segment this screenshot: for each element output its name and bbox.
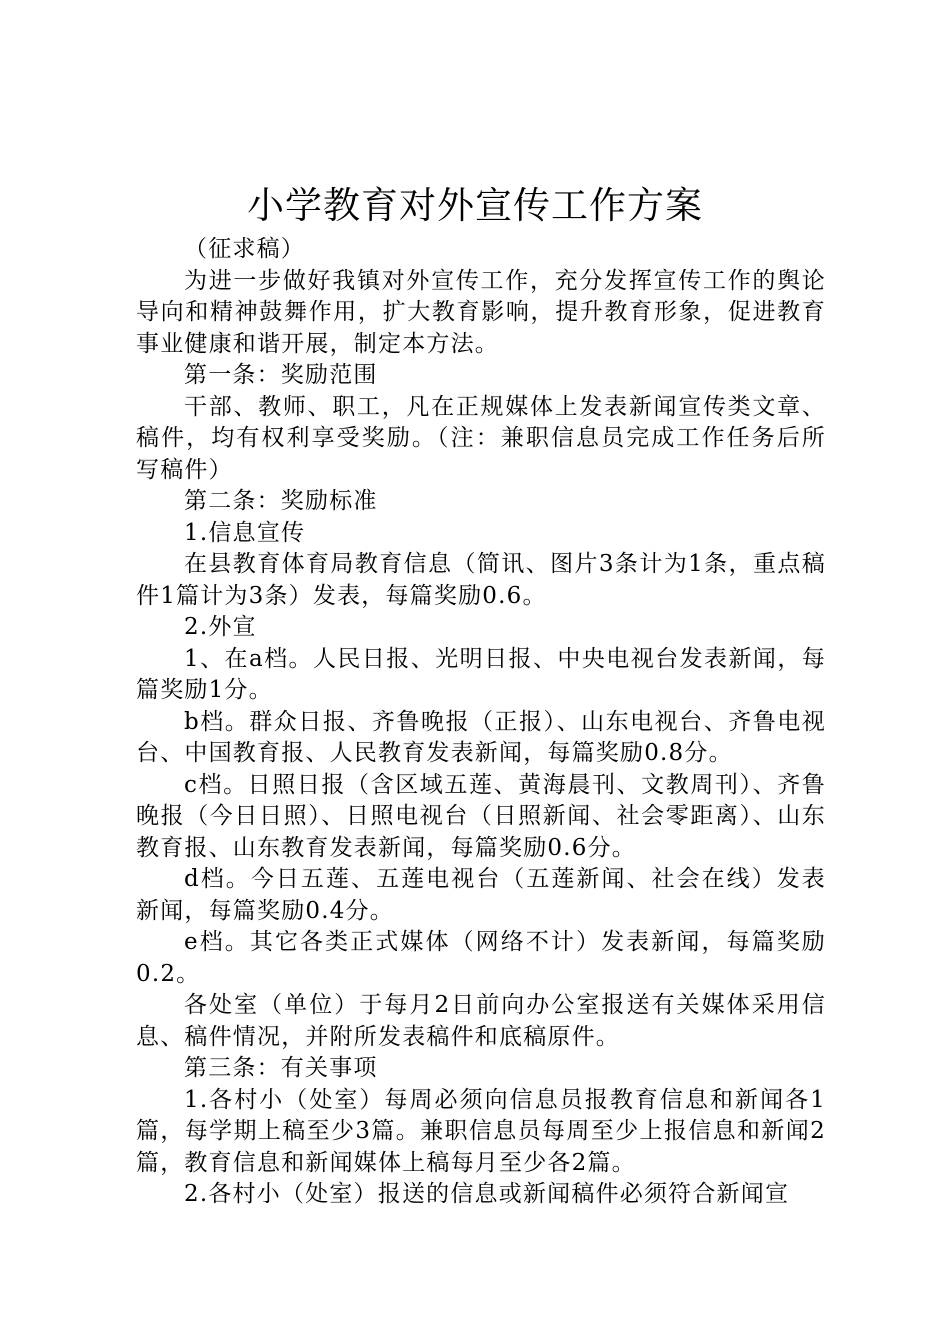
paragraph-tier-b: b档。群众日报、齐鲁晚报（正报）、山东电视台、齐鲁电视台、中国教育报、人民教育发表新闻，每篇奖励0.8分。 (136, 708, 826, 766)
document-title: 小学教育对外宣传工作方案 (247, 184, 703, 227)
paragraph-matter-2: 2.各村小（处室）报送的信息或新闻稿件必须符合新闻宣 (184, 1181, 790, 1207)
heading-article-2: 第二条：奖励标准 (184, 488, 378, 514)
paragraph-tier-e: e档。其它各类正式媒体（网络不计）发表新闻，每篇奖励0.2。 (136, 929, 826, 987)
paragraph-draft-note: （征求稿） (184, 236, 305, 262)
heading-article-3: 第三条：有关事项 (184, 1055, 378, 1081)
paragraph-tier-d: d档。今日五莲、五莲电视台（五莲新闻、社会在线）发表新闻，每篇奖励0.4分。 (136, 866, 826, 924)
subheading-info-publicity: 1.信息宣传 (184, 519, 306, 546)
document-body (136, 234, 826, 1211)
paragraph-reporting: 各处室（单位）于每月2日前向办公室报送有关媒体采用信息、稿件情况，并附所发表稿件和底稿原件。 (136, 992, 826, 1050)
subheading-external-publicity: 2.外宣 (184, 614, 257, 640)
heading-article-1: 第一条：奖励范围 (184, 362, 378, 388)
paragraph-tier-c: c档。日照日报（含区域五莲、黄海晨刊、文教周刊）、齐鲁晚报（今日日照）、日照电视台（日照新闻、社会零距离）、山东教育报、山东教育发表新闻，每篇奖励0.6分。 (136, 771, 826, 861)
paragraph-article-1: 干部、教师、职工，凡在正规媒体上发表新闻宣传类文章、稿件，均有权利享受奖励。（注：兼职信息员完成工作任务后所写稿件） (136, 393, 826, 483)
paragraph-info-publicity: 在县教育体育局教育信息（简讯、图片3条计为1条，重点稿件1篇计为3条）发表，每篇奖励0.6。 (136, 551, 826, 609)
paragraph-intro: 为进一步做好我镇对外宣传工作，充分发挥宣传工作的舆论导向和精神鼓舞作用，扩大教育影响，提升教育形象，促进教育事业健康和谐开展，制定本方法。 (136, 267, 826, 357)
paragraph-tier-a: 1、在a档。人民日报、光明日报、中央电视台发表新闻，每篇奖励1分。 (136, 645, 826, 703)
paragraph-matter-1: 1.各村小（处室）每周必须向信息员报教育信息和新闻各1篇，每学期上稿至少3篇。兼职信息员每周至少上报信息和新闻2篇，教育信息和新闻媒体上稿每月至少各2篇。 (136, 1086, 826, 1176)
